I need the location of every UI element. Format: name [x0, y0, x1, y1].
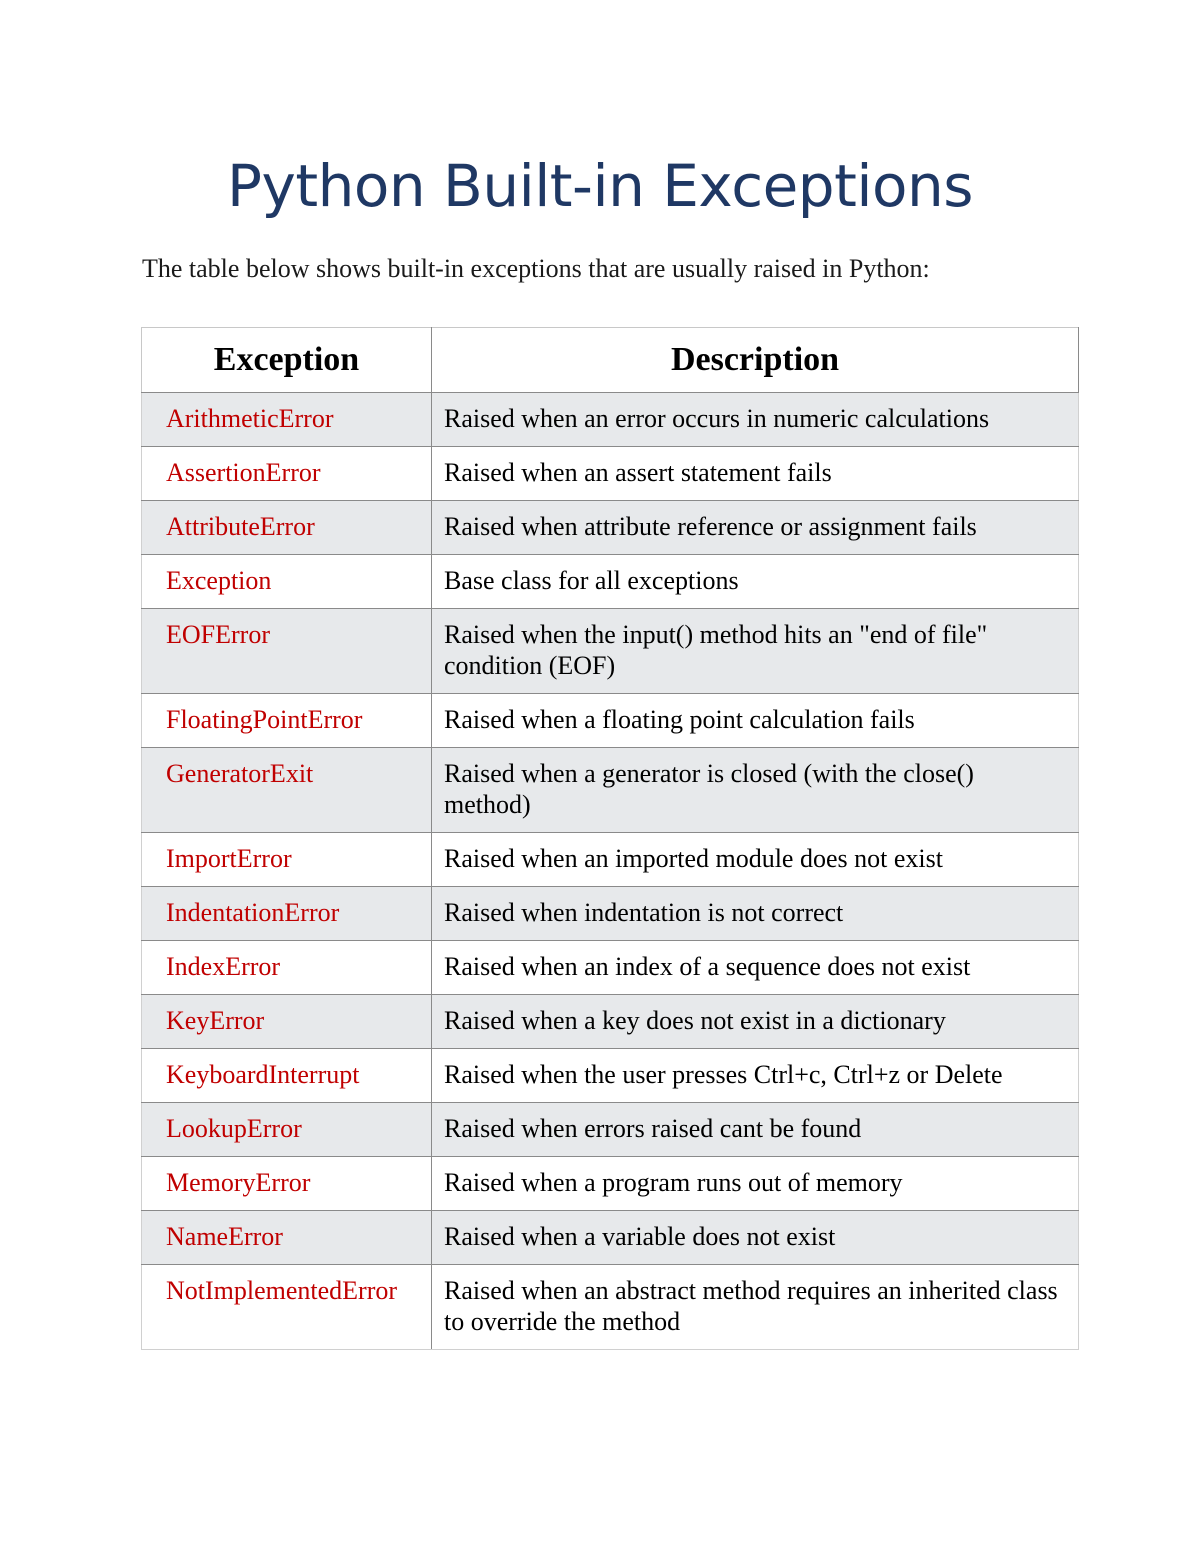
exception-name: NameError	[142, 1211, 432, 1265]
header-description: Description	[432, 328, 1079, 393]
exception-name: MemoryError	[142, 1157, 432, 1211]
exception-name: IndexError	[142, 941, 432, 995]
table-row	[142, 833, 1079, 887]
exception-description: Raised when an assert statement fails	[432, 447, 1079, 501]
exception-description: Base class for all exceptions	[432, 555, 1079, 609]
exception-name: ArithmeticError	[142, 393, 432, 447]
header-exception: Exception	[142, 328, 432, 393]
table-row	[142, 887, 1079, 941]
exception-description: Raised when a generator is closed (with the close() method)	[432, 748, 1079, 833]
exception-name: FloatingPointError	[142, 694, 432, 748]
exception-name: GeneratorExit	[142, 748, 432, 833]
table-header-row	[142, 328, 1079, 393]
exception-description: Raised when a variable does not exist	[432, 1211, 1079, 1265]
table-row	[142, 1049, 1079, 1103]
exceptions-table-container	[141, 327, 1078, 1350]
table-row	[142, 609, 1079, 694]
table-row	[142, 995, 1079, 1049]
page-title: Python Built-in Exceptions	[227, 152, 973, 220]
table-row	[142, 694, 1079, 748]
exception-description: Raised when attribute reference or assignment fails	[432, 501, 1079, 555]
exception-description: Raised when an imported module does not exist	[432, 833, 1079, 887]
exception-description: Raised when indentation is not correct	[432, 887, 1079, 941]
exception-description: Raised when the user presses Ctrl+c, Ctrl+z or Delete	[432, 1049, 1079, 1103]
table-row	[142, 941, 1079, 995]
table-row	[142, 555, 1079, 609]
exception-name: NotImplementedError	[142, 1265, 432, 1350]
exception-description: Raised when a program runs out of memory	[432, 1157, 1079, 1211]
table-row	[142, 1211, 1079, 1265]
exception-name: LookupError	[142, 1103, 432, 1157]
table-row	[142, 1265, 1079, 1350]
exception-description: Raised when an error occurs in numeric calculations	[432, 393, 1079, 447]
exception-description: Raised when errors raised cant be found	[432, 1103, 1079, 1157]
exception-name: ImportError	[142, 833, 432, 887]
table-row	[142, 1103, 1079, 1157]
table-row	[142, 501, 1079, 555]
exception-description: Raised when an index of a sequence does not exist	[432, 941, 1079, 995]
exception-name: Exception	[142, 555, 432, 609]
exceptions-table	[141, 327, 1079, 1350]
exception-name: KeyboardInterrupt	[142, 1049, 432, 1103]
exception-name: IndentationError	[142, 887, 432, 941]
exception-description: Raised when a key does not exist in a dictionary	[432, 995, 1079, 1049]
exception-name: KeyError	[142, 995, 432, 1049]
exception-description: Raised when an abstract method requires an inherited class to override the method	[432, 1265, 1079, 1350]
table-row	[142, 1157, 1079, 1211]
exception-description: Raised when the input() method hits an "end of file" condition (EOF)	[432, 609, 1079, 694]
exception-name: AttributeError	[142, 501, 432, 555]
exception-name: EOFError	[142, 609, 432, 694]
table-row	[142, 393, 1079, 447]
exception-name: AssertionError	[142, 447, 432, 501]
exception-description: Raised when a floating point calculation fails	[432, 694, 1079, 748]
intro-text: The table below shows built-in exceptions that are usually raised in Python:	[142, 254, 930, 283]
table-row	[142, 447, 1079, 501]
table-row	[142, 748, 1079, 833]
